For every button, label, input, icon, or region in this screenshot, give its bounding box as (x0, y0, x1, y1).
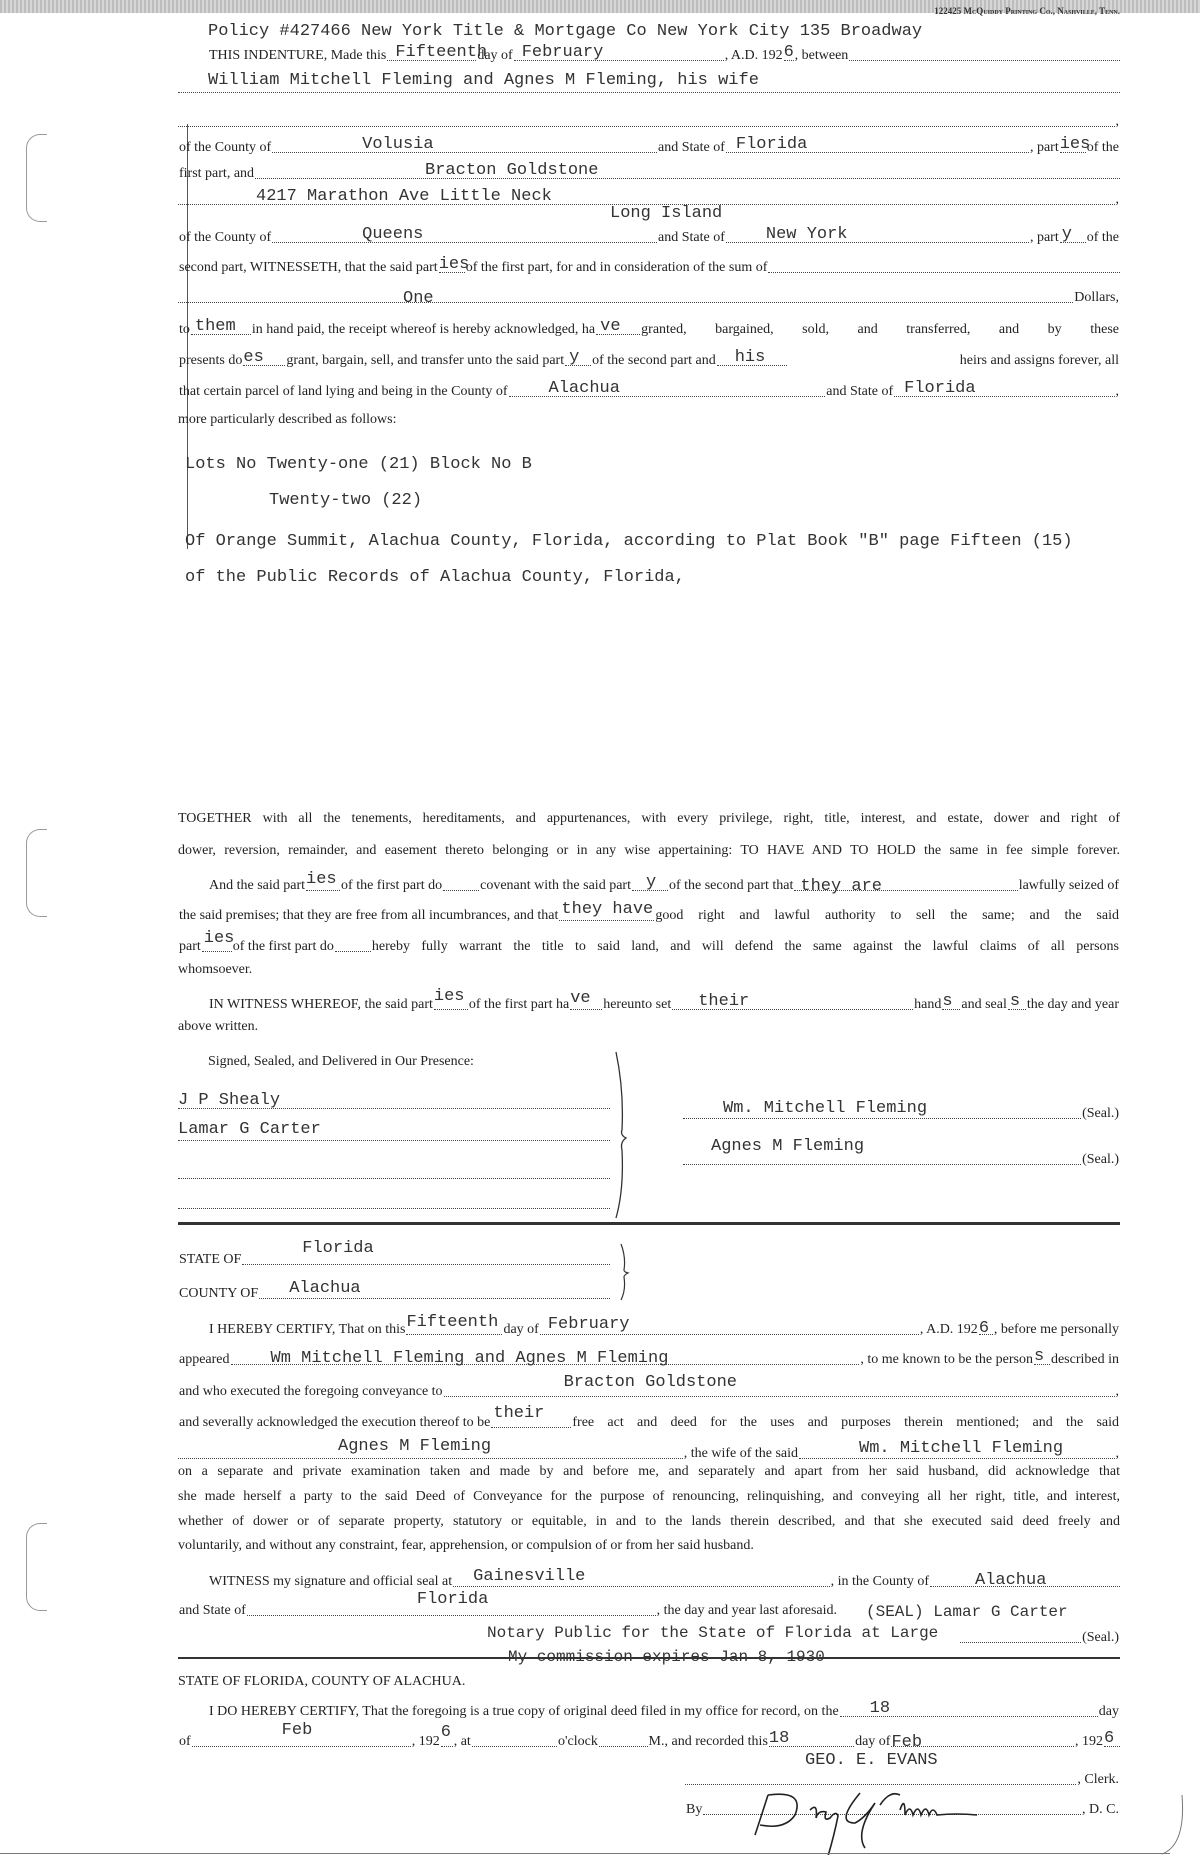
policy-header: Policy #427466 New York Title & Mortgage Co New York City 135 Broadway (208, 22, 923, 41)
printer-imprint: 122425 McQuiddy Printing Co., Nashville, Tenn. (934, 6, 1120, 16)
ack-paragraph: whether of dower or of separate property, statutory or equitable, in and to the lands therein described, and that she executed said deed freely and (178, 1514, 1120, 1529)
section-divider (178, 1222, 1120, 1225)
notary-name: (SEAL) Lamar G Carter (866, 1603, 1068, 1621)
deputy-clerk-line: By , D. C. (685, 1796, 1120, 1818)
witness-whereof-line: IN WITNESS WHEREOF, the said part ies of the first part ha ve hereunto set their hand s and seal s the day and year (209, 987, 1119, 1012)
certify-line: I HEREBY CERTIFY, That on this Fifteenth day of February , A.D. 192 6 , before me personally (209, 1313, 1119, 1338)
record-date-line: of Feb , 192 6 , at o'clock M., and recorded this 18 day of Feb , 192 6 (178, 1728, 1120, 1750)
ack-paragraph: on a separate and private examination taken and made by and before me, and separately and apart from her said husband, did acknowledge that (178, 1464, 1120, 1479)
description-line: of the Public Records of Alachua County, Florida, (185, 568, 685, 587)
covenant-line: And the said part ies of the first part do covenant with the said part y of the second part that they are lawfully seized of (209, 870, 1119, 896)
grantors-field: William Mitchell Fleming and Agnes M Fleming, his wife (178, 74, 1120, 93)
covenant-line: the said premises; that they are free from all incumbrances, and that they have good right and lawful authority to sell the same; and the said (179, 900, 1119, 923)
notary-seal-line: WITNESS my signature and official seal at Gainesville , in the County of Alachua (208, 1568, 1120, 1590)
notary-signature-line: (Seal.) (960, 1624, 1120, 1646)
grantors-line (178, 71, 1120, 96)
witness-signature-line (178, 1190, 610, 1212)
punch-hole-mark (26, 829, 47, 917)
ack-county-line: COUNTY OF Alachua (178, 1280, 610, 1302)
month-field: February (514, 42, 724, 61)
first-part-line: first part, and Bracton Goldstone (178, 160, 1120, 182)
blank-line: , (178, 108, 1120, 130)
paid-line: to them in hand paid, the receipt whereof is hereby acknowledged, ha ve granted, bargained, sold, and transferred, and by these (179, 317, 1119, 337)
more-particularly: more particularly described as follows: (178, 412, 397, 427)
description-line: Lots No Twenty-one (21) Block No B (185, 455, 532, 474)
witness-signature-line: Lamar G Carter (178, 1122, 610, 1144)
presents-line: presents do es grant, bargain, sell, and transfer unto the said part y of the second part and his heirs and assigns forever, all (179, 348, 1119, 368)
ack-paragraph: she made herself a party to the said Deed of Conveyance for the purpose of renouncing, relinquishing, and conveying all her right, title, and interest, (178, 1489, 1120, 1504)
punch-hole-mark (26, 1523, 47, 1611)
description-line: Twenty-two (22) (269, 491, 423, 510)
whomsoever: whomsoever. (178, 962, 253, 977)
address-line-2: Long Island (610, 204, 723, 223)
indenture-line: THIS INDENTURE, Made this Fifteenth day of February , A.D. 192 6 , between (208, 42, 1120, 64)
above-written: above written. (178, 1019, 259, 1034)
page-bottom-edge (0, 1853, 1170, 1854)
appeared-line: appeared Wm Mitchell Fleming and Agnes M Fleming , to me known to be the person s described in (179, 1347, 1119, 1368)
record-heading: STATE OF FLORIDA, COUNTY OF ALACHUA. (178, 1674, 466, 1689)
notary-commission: My commission expires Jan 8, 1930 (508, 1648, 825, 1666)
punch-hole-mark (26, 134, 47, 222)
wife-line: Agnes M Fleming , the wife of the said Wm. Mitchell Fleming , (178, 1440, 1120, 1462)
witnesseth-line: second part, WITNESSETH, that the said part ies of the first part, for and in consideration of the sum of (178, 254, 1120, 276)
day-field: Fifteenth (387, 42, 476, 61)
brace-mark (618, 1242, 632, 1302)
party1-line: of the County of Volusia and State of Florida , part ies of the (179, 135, 1119, 155)
witness-signature-line (178, 1160, 610, 1182)
record-line: I DO HEREBY CERTIFY, That the foregoing is a true copy of original deed filed in my office for record, on the 18 day (209, 1699, 1119, 1719)
page-corner-curl (1160, 1795, 1190, 1857)
year-field: 6 (783, 43, 794, 62)
parcel-line: that certain parcel of land lying and being in the County of Alachua and State of Florida , (179, 379, 1119, 399)
notary-state-line: and State of Florida , the day and year last aforesaid. (179, 1590, 837, 1618)
clerk-line: GEO. E. EVANS , Clerk. (685, 1766, 1120, 1788)
consideration-line: One Dollars, (178, 284, 1120, 306)
deputy-clerk-signature (750, 1775, 1010, 1855)
brace-mark (612, 1050, 632, 1220)
signed-label: Signed, Sealed, and Delivered in Our Presence: (208, 1054, 474, 1069)
together-clause: dower, reversion, remainder, and easement thereto belonging or in any wise appertaining: TO HAVE AND TO HOLD the same in fee simple forever. (178, 843, 1120, 858)
address-line: 4217 Marathon Ave Little Neck , (178, 186, 1120, 208)
description-line: Of Orange Summit, Alachua County, Florida, according to Plat Book "B" page Fifteen (15) (185, 532, 1073, 551)
together-clause: TOGETHER with all the tenements, hereditaments, and appurtenances, with every privilege, right, title, interest, and estate, dower and right of (178, 811, 1120, 826)
conveyance-line: and who executed the foregoing conveyance to Bracton Goldstone , (179, 1373, 1119, 1399)
notary-title: Notary Public for the State of Florida at Large (487, 1624, 939, 1642)
witness-signature-line: J P Shealy (178, 1090, 610, 1112)
covenant-line: part ies of the first part do hereby fully warrant the title to said land, and will defend the same against the lawful claims of all persons (179, 929, 1119, 954)
acknowledged-line: and severally acknowledged the execution thereof to be their free act and deed for the uses and purposes therein mentioned; and the said (179, 1404, 1119, 1430)
grantor-signature-line: Wm. Mitchell Fleming (Seal.) (683, 1100, 1120, 1122)
ack-paragraph: voluntarily, and without any constraint, fear, apprehension, or compulsion of or from her said husband. (178, 1538, 754, 1553)
party2-line: of the County of Queens and State of New York , part y of the (179, 225, 1119, 245)
ack-state-line: STATE OF Florida (178, 1246, 610, 1268)
grantor-signature-line: Agnes M Fleming (Seal.) (683, 1146, 1120, 1168)
